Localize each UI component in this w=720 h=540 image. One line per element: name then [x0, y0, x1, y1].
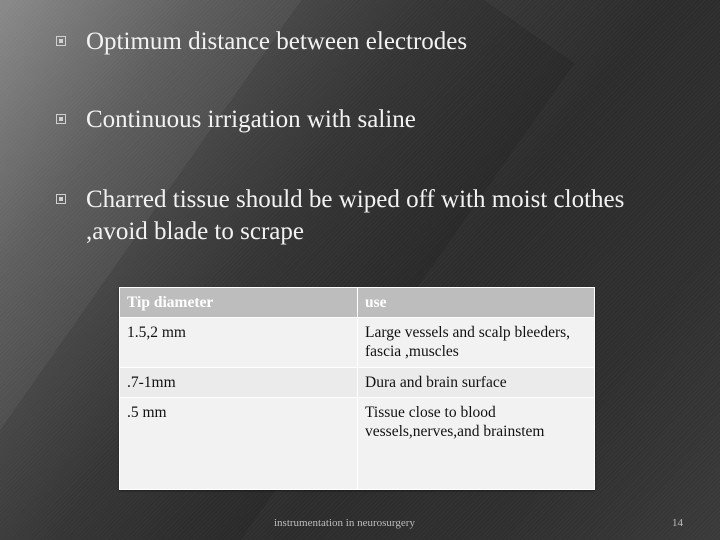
table-row — [120, 318, 595, 368]
table-header-cell: Tip diameter — [120, 288, 358, 318]
table-cell: .5 mm — [120, 398, 358, 490]
square-bullet-icon — [56, 36, 66, 46]
table-cell: Large vessels and scalp bleeders, fascia ,muscles — [358, 318, 595, 368]
square-bullet-icon — [56, 194, 66, 204]
bullet-text: Charred tissue should be wiped off with moist clothes ,avoid blade to scrape — [86, 186, 625, 245]
table-cell: Dura and brain surface — [358, 368, 595, 398]
table-row — [120, 368, 595, 398]
square-bullet-icon — [56, 114, 66, 124]
table-cell: .7-1mm — [120, 368, 358, 398]
table-header-row — [120, 288, 595, 318]
footer-text: instrumentation in neurosurgery — [274, 517, 415, 529]
page-number: 14 — [672, 517, 683, 529]
table-header-cell: use — [358, 288, 595, 318]
table-cell: 1.5,2 mm — [120, 318, 358, 368]
table-cell: Tissue close to blood vessels,nerves,and brainstem — [358, 398, 595, 490]
tip-diameter-table — [119, 287, 595, 490]
bullet-text: Optimum distance between electrodes — [86, 28, 468, 55]
bullet-text: Continuous irrigation with saline — [86, 106, 416, 133]
table-row — [120, 398, 595, 490]
